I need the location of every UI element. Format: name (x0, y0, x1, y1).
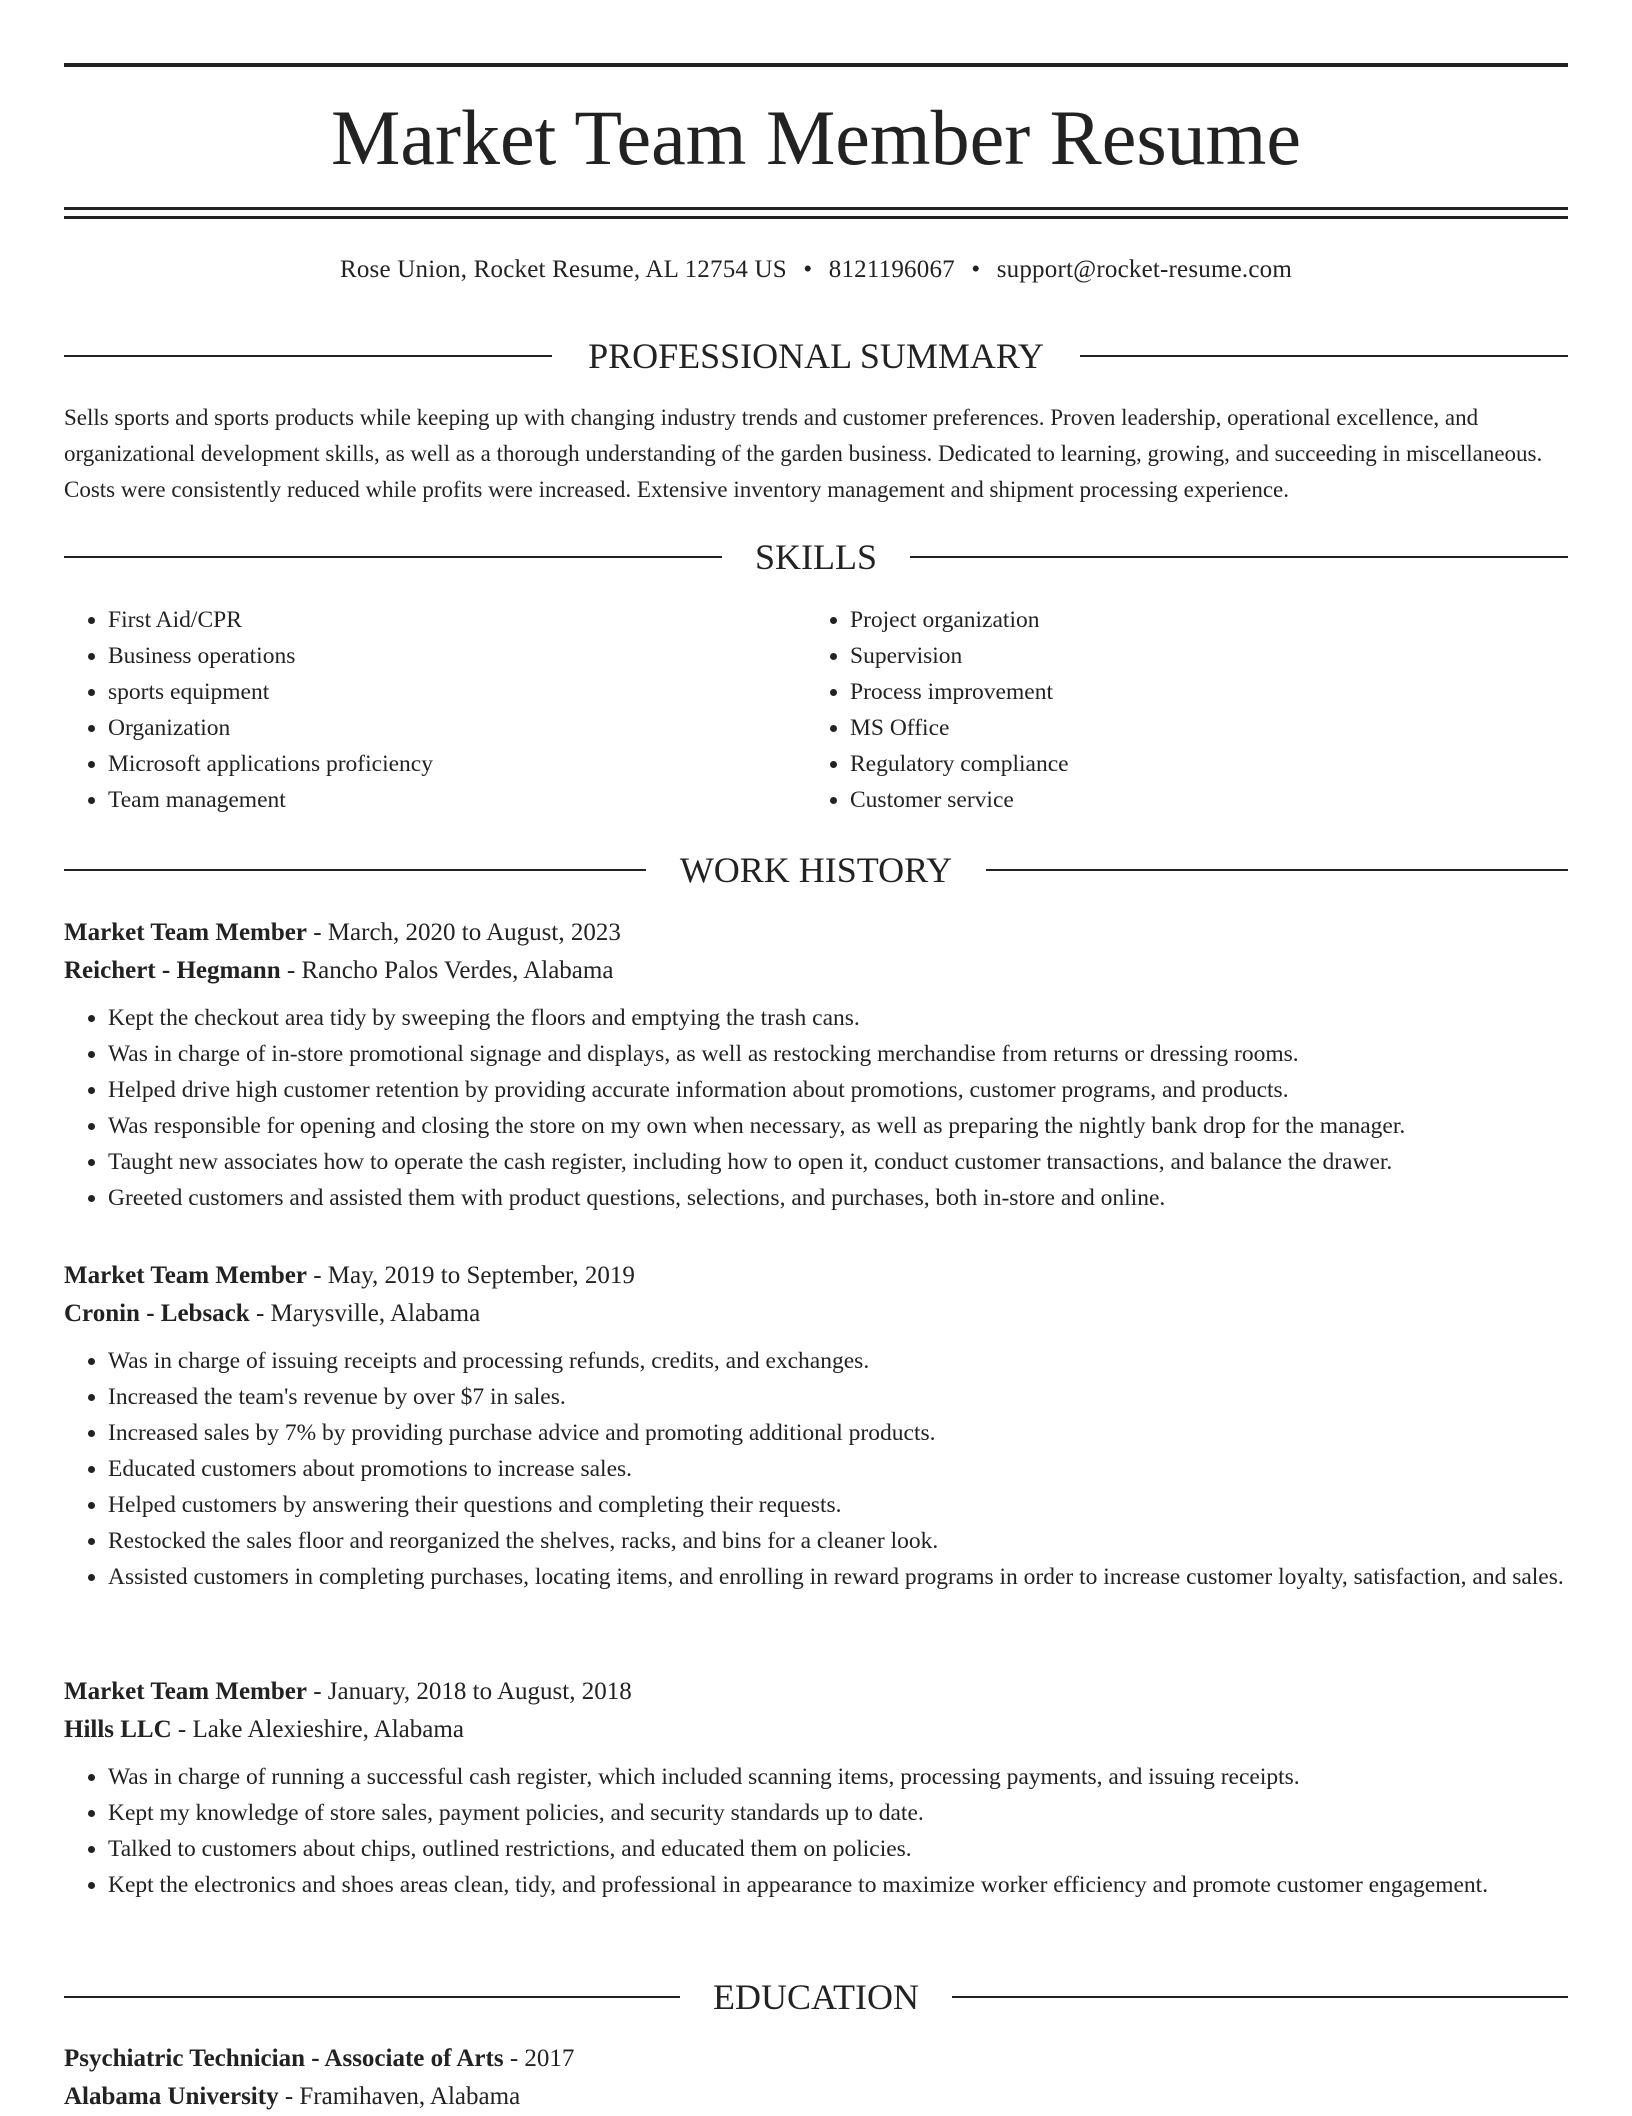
work-heading-block (64, 848, 1568, 892)
skill-item: • Regulatory compliance (850, 746, 1550, 782)
education-heading-block (64, 1975, 1568, 2019)
job-dates: - May, 2019 to September, 2019 (306, 1262, 635, 1289)
skill-item: • Supervision (850, 638, 1550, 674)
job-location: - Marysville, Alabama (249, 1300, 481, 1327)
job-bullet: • Was in charge of running a successful cash register, which included scanning items, processing payments, and issuing receipts. (108, 1759, 1568, 1795)
job-title: Market Team Member (64, 1678, 307, 1705)
job-company: Reichert - Hegmann (64, 957, 281, 984)
skill-item: • Microsoft applications proficiency (108, 746, 808, 782)
skill-item: • Team management (108, 782, 808, 818)
skills-list-right (806, 602, 1550, 818)
resume-title: Market Team Member Resume (331, 94, 1301, 181)
job-bullets (64, 1343, 1568, 1595)
contact-separator: • (803, 256, 813, 283)
job-location: - Rancho Palos Verdes, Alabama (280, 957, 614, 984)
contact-email: support@rocket-resume.com (996, 256, 1293, 283)
job-bullet: • Kept my knowledge of store sales, payment policies, and security standards up to date. (108, 1795, 1568, 1831)
skill-item: • sports equipment (108, 674, 808, 710)
education-school-line (64, 2078, 1568, 2116)
skills-heading: SKILLS (754, 537, 877, 577)
education-location: - Framihaven, Alabama (278, 2083, 521, 2110)
job-title: Market Team Member (64, 919, 307, 946)
skill-item: • Process improvement (850, 674, 1550, 710)
job-company-line (64, 1295, 1568, 1333)
job-bullet: • Educated customers about promotions to increase sales. (108, 1451, 1568, 1487)
job-bullet: • Talked to customers about chips, outlined restrictions, and educated them on policies. (108, 1831, 1568, 1867)
skill-item: • Business operations (108, 638, 808, 674)
job-entry (64, 914, 1568, 1216)
job-bullets (64, 1000, 1568, 1216)
job-bullet: • Was in charge of in-store promotional signage and displays, as well as restocking merchandise from returns or dressing rooms. (108, 1036, 1568, 1072)
job-company: Cronin - Lebsack (64, 1300, 250, 1327)
skills-heading-block (64, 535, 1568, 579)
contact-phone: 8121196067 (828, 256, 955, 283)
job-entry (64, 1673, 1568, 1903)
education-degree: Psychiatric Technician - Associate of Arts (64, 2045, 504, 2072)
job-entry (64, 1257, 1568, 1595)
job-bullet: • Increased sales by 7% by providing purchase advice and promoting additional products. (108, 1415, 1568, 1451)
job-dates: - January, 2018 to August, 2018 (306, 1678, 632, 1705)
job-bullet: • Taught new associates how to operate the cash register, including how to open it, conduct customer transactions, and balance the drawer. (108, 1144, 1568, 1180)
summary-heading-block (64, 334, 1568, 378)
job-company-line (64, 1711, 1568, 1749)
heading-rule-right (1080, 355, 1568, 357)
skill-item: • Customer service (850, 782, 1550, 818)
job-bullet: • Restocked the sales floor and reorganized the shelves, racks, and bins for a cleaner look. (108, 1523, 1568, 1559)
heading-rule-right (910, 556, 1568, 558)
top-rule (64, 63, 1568, 67)
job-title: Market Team Member (64, 1262, 307, 1289)
education-entry (64, 2040, 1568, 2116)
job-company: Hills LLC (64, 1716, 172, 1743)
education-heading: EDUCATION (713, 1977, 919, 2017)
heading-rule-right (986, 869, 1568, 871)
job-bullet: • Helped customers by answering their questions and completing their requests. (108, 1487, 1568, 1523)
job-title-line (64, 1673, 1568, 1711)
job-dates: - March, 2020 to August, 2023 (306, 919, 621, 946)
job-title-line (64, 1257, 1568, 1295)
job-bullet: • Kept the electronics and shoes areas clean, tidy, and professional in appearance to maximize worker efficiency and promote customer engagement. (108, 1867, 1568, 1903)
skill-item: • Project organization (850, 602, 1550, 638)
job-bullet: • Was in charge of issuing receipts and processing refunds, credits, and exchanges. (108, 1343, 1568, 1379)
skills-list-left (64, 602, 808, 818)
skill-item: • First Aid/CPR (108, 602, 808, 638)
education-degree-line (64, 2040, 1568, 2078)
heading-rule-right (952, 1996, 1568, 1998)
education-year: - 2017 (503, 2045, 575, 2072)
job-bullet: • Assisted customers in completing purchases, locating items, and enrolling in reward programs in order to increase customer loyalty, satisfaction, and sales. (108, 1559, 1568, 1595)
job-bullet: • Greeted customers and assisted them with product questions, selections, and purchases, both in-store and online. (108, 1180, 1568, 1216)
education-school: Alabama University (64, 2083, 279, 2110)
job-bullet: • Was responsible for opening and closing the store on my own when necessary, as well as preparing the nightly bank drop for the manager. (108, 1108, 1568, 1144)
job-title-line (64, 914, 1568, 952)
job-bullet: • Helped drive high customer retention by providing accurate information about promotions, customer programs, and products. (108, 1072, 1568, 1108)
contact-line (64, 252, 1568, 288)
job-location: - Lake Alexieshire, Alabama (171, 1716, 464, 1743)
job-bullets (64, 1759, 1568, 1903)
job-bullet: • Increased the team's revenue by over $7 in sales. (108, 1379, 1568, 1415)
summary-heading: PROFESSIONAL SUMMARY (588, 336, 1044, 376)
work-heading: WORK HISTORY (679, 850, 953, 890)
title-rule-lower (64, 216, 1568, 219)
job-company-line (64, 952, 1568, 990)
skill-item: • Organization (108, 710, 808, 746)
contact-address: Rose Union, Rocket Resume, AL 12754 US (339, 256, 787, 283)
skill-item: • MS Office (850, 710, 1550, 746)
job-bullet: • Kept the checkout area tidy by sweeping the floors and emptying the trash cans. (108, 1000, 1568, 1036)
contact-separator: • (971, 256, 981, 283)
title-rule-upper (64, 207, 1568, 210)
summary-text: Sells sports and sports products while keeping up with changing industry trends and customer preferences. Proven leadership, operational excellence, and organizational development skills, as well as a thorough understanding of the garden business. Dedicated to learning, growing, and succeeding in miscellaneous. Costs were consistently reduced while profits were increased. Extensive inventory management and shipment processing experience. (64, 405, 1543, 502)
